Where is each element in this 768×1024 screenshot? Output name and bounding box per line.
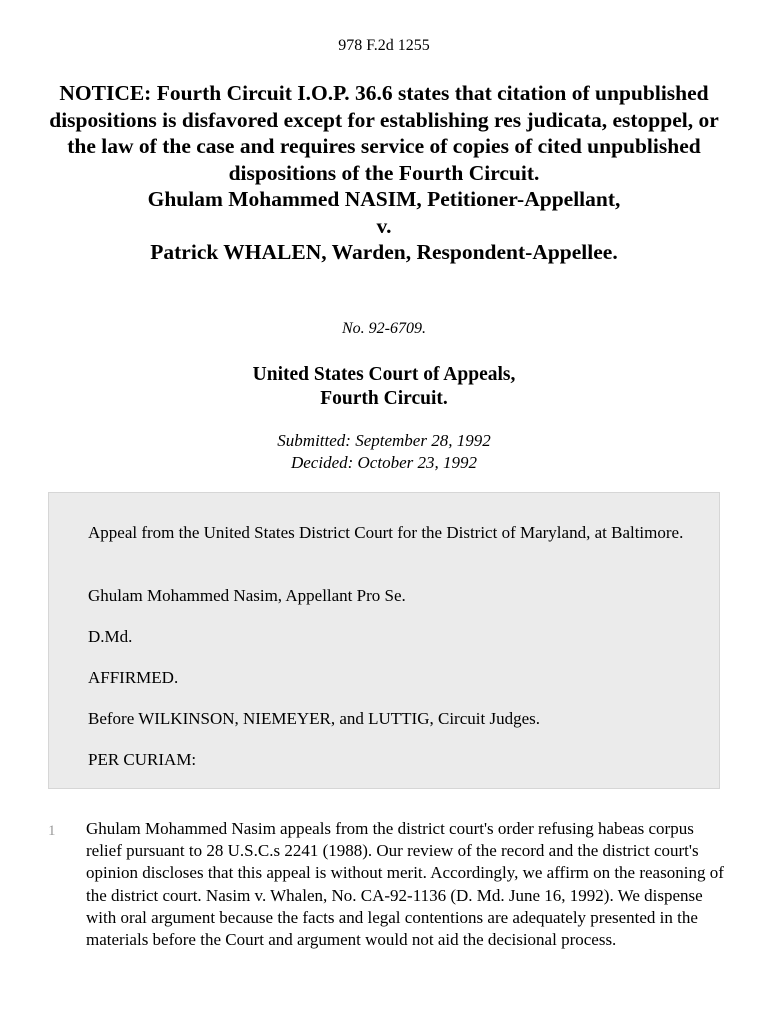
case-title <box>40 80 728 266</box>
court-name-line-2: Fourth Circuit. <box>320 388 448 409</box>
syllabus-box <box>48 492 720 789</box>
case-citation: 978 F.2d 1255 <box>338 37 430 54</box>
decided-date: Decided: October 23, 1992 <box>290 453 477 472</box>
appeal-from-text: Appeal from the United States District Court for the District of Maryland, at Baltimore. <box>88 523 684 542</box>
respondent-name: Patrick WHALEN, Warden, Respondent-Appellee. <box>150 240 618 264</box>
petitioner-name: Ghulam Mohammed NASIM, Petitioner-Appellant, <box>147 187 621 211</box>
opinion-paragraph: Ghulam Mohammed Nasim appeals from the district court's order refusing habeas corpus relief pursuant to 28 U.S.C.s 2241 (1988). Our review of the record and the district court's opinion discloses that this appeal is without merit. Accordingly, we affirm on the reasoning of the district court. Nasim v. Whalen, No. CA-92-1136 (D. Md. June 16, 1992). We dispense with oral argument because the facts and legal contentions are adequately presented in the materials before the Court and argument would not aid the decisional process. <box>86 819 724 950</box>
counsel-text: Ghulam Mohammed Nasim, Appellant Pro Se. <box>88 586 406 605</box>
court-name <box>0 363 768 411</box>
disposition-text: AFFIRMED. <box>88 668 179 687</box>
court-name-line-1: United States Court of Appeals, <box>252 364 516 385</box>
docket-number: No. 92-6709. <box>342 320 426 337</box>
district-text: D.Md. <box>88 627 133 646</box>
case-dates <box>0 430 768 474</box>
judges-text: Before WILKINSON, NIEMEYER, and LUTTIG, Circuit Judges. <box>88 709 540 728</box>
paragraph-number: 1 <box>48 823 56 839</box>
notice-text: NOTICE: Fourth Circuit I.O.P. 36.6 states that citation of unpublished dispositions is disfavored except for establishing res judicata, estoppel, or the law of the case and requires service of copies of cited unpublished dispositions of the Fourth Circuit. <box>49 81 719 185</box>
per-curiam-label: PER CURIAM: <box>88 750 197 769</box>
versus-label: v. <box>376 213 392 238</box>
submitted-date: Submitted: September 28, 1992 <box>277 431 491 450</box>
